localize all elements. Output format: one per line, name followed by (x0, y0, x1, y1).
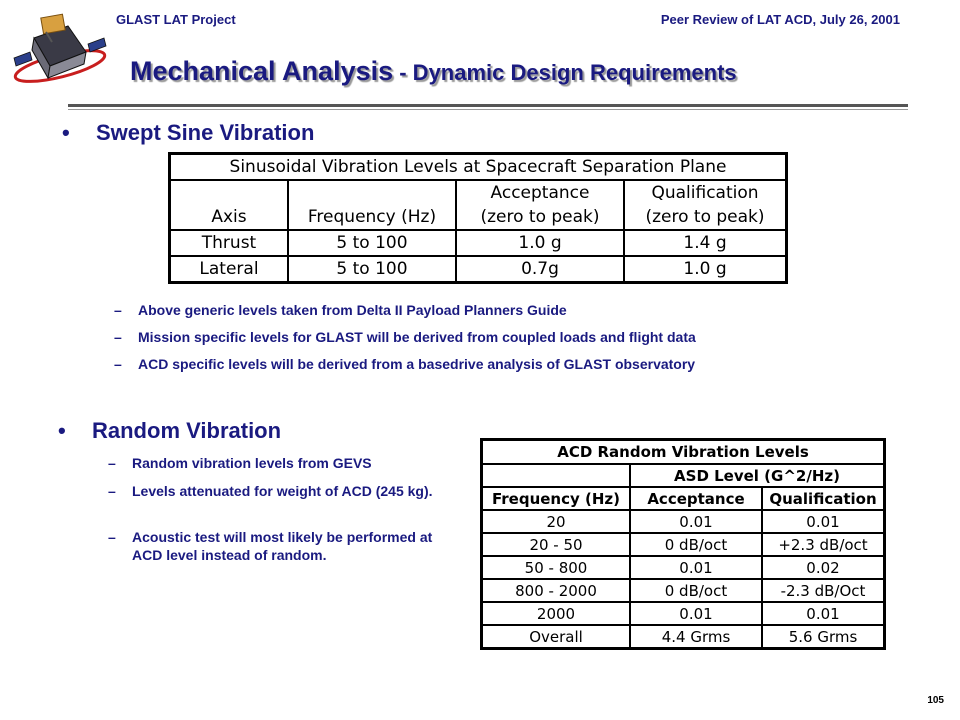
random-header-qualification: Qualification (762, 487, 885, 510)
title-rule (68, 104, 908, 107)
bullet-dot: • (62, 120, 70, 145)
cell: 0.01 (630, 510, 762, 533)
sine-table-title: Sinusoidal Vibration Levels at Spacecraft Separation Plane (170, 154, 787, 181)
sine-header-acceptance-sub: (zero to peak) (456, 205, 624, 230)
cell: 1.0 g (624, 256, 787, 283)
cell: 0.01 (630, 556, 762, 579)
table-row (482, 579, 885, 602)
cell: 0.02 (762, 556, 885, 579)
bullet-swept-sine (62, 120, 315, 146)
title-main: Mechanical Analysis (130, 56, 394, 86)
cell: 0.01 (762, 602, 885, 625)
cell: Lateral (170, 256, 289, 283)
cell: 0.01 (630, 602, 762, 625)
table-row (482, 556, 885, 579)
cell: 20 (482, 510, 631, 533)
cell: +2.3 dB/oct (762, 533, 885, 556)
cell: 5 to 100 (288, 230, 456, 256)
random-header-empty (482, 464, 631, 487)
slide-title (130, 56, 870, 87)
cell: Overall (482, 625, 631, 649)
bullet-label: Random Vibration (92, 418, 282, 443)
random-vibration-table (480, 438, 886, 650)
bullet-label: Swept Sine Vibration (96, 120, 315, 145)
sine-header-frequency: Frequency (Hz) (288, 180, 456, 230)
glast-satellite-logo (8, 8, 108, 92)
sine-header-qualification-sub: (zero to peak) (624, 205, 787, 230)
cell: 50 - 800 (482, 556, 631, 579)
cell: 0 dB/oct (630, 533, 762, 556)
bullet-random-vibration (58, 418, 282, 444)
table-row (482, 533, 885, 556)
cell: 0 dB/oct (630, 579, 762, 602)
cell: 800 - 2000 (482, 579, 631, 602)
random-note-1: – Random vibration levels from GEVS (108, 455, 372, 471)
table-row (170, 256, 787, 283)
header-project: GLAST LAT Project (116, 12, 236, 27)
title-sub: - Dynamic Design Requirements (393, 60, 737, 85)
cell: 1.4 g (624, 230, 787, 256)
table-row (170, 230, 787, 256)
title-rule-thin (68, 109, 908, 110)
random-header-frequency: Frequency (Hz) (482, 487, 631, 510)
random-header-acceptance: Acceptance (630, 487, 762, 510)
table-row (482, 510, 885, 533)
table-row (482, 625, 885, 649)
sine-note-1: – Above generic levels taken from Delta II Payload Planners Guide (114, 302, 567, 318)
cell: 5.6 Grms (762, 625, 885, 649)
cell: Thrust (170, 230, 289, 256)
cell: 2000 (482, 602, 631, 625)
sine-note-3: – ACD specific levels will be derived from a basedrive analysis of GLAST observatory (114, 356, 696, 372)
sine-vibration-table (168, 152, 788, 284)
cell: 0.01 (762, 510, 885, 533)
cell: 0.7g (456, 256, 624, 283)
page-number: 105 (927, 695, 944, 706)
random-table-title: ACD Random Vibration Levels (482, 440, 885, 465)
random-header-asd: ASD Level (G^2/Hz) (630, 464, 885, 487)
table-row (482, 602, 885, 625)
sine-header-qualification: Qualification (624, 180, 787, 205)
sine-header-axis: Axis (170, 180, 289, 230)
sine-note-2: – Mission specific levels for GLAST will be derived from coupled loads and flight data (114, 329, 696, 345)
sine-header-acceptance: Acceptance (456, 180, 624, 205)
cell: 5 to 100 (288, 256, 456, 283)
bullet-dot: • (58, 418, 66, 443)
cell: 4.4 Grms (630, 625, 762, 649)
random-note-3: – Acoustic test will most likely be performed at ACD level instead of random. (108, 529, 433, 563)
cell: 20 - 50 (482, 533, 631, 556)
cell: 1.0 g (456, 230, 624, 256)
header-review: Peer Review of LAT ACD, July 26, 2001 (660, 12, 900, 27)
random-note-2: – Levels attenuated for weight of ACD (245 kg). (108, 483, 433, 499)
cell: -2.3 dB/Oct (762, 579, 885, 602)
